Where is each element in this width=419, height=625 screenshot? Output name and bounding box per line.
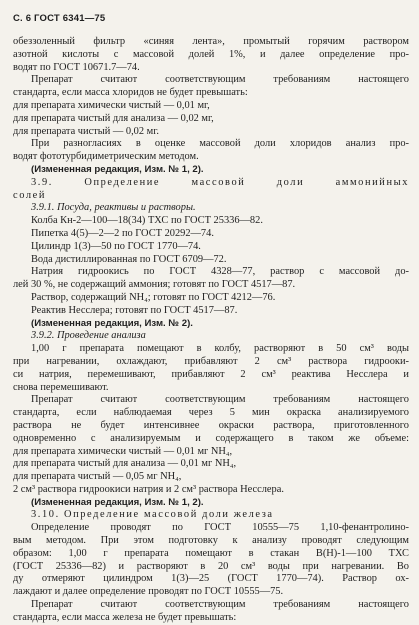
text-line: ду отмеряют цилиндром 1(3)—25 (ГОСТ 1770—74). Раствор ох-: [13, 573, 409, 585]
text-line: 1,00 г препарата помещают в колбу, растворяют в 50 см³ воды: [31, 343, 409, 355]
text-line: лаждают и далее определение проводят по ГОСТ 10555—75.: [13, 586, 284, 598]
text-line: стандарта, если наблюдаемая через 5 мин окраска анализируемого: [13, 407, 409, 419]
text-line: снова перемешивают.: [13, 381, 109, 393]
subsection-heading: 3.9.1. Посуда, реактивы и растворы.: [31, 202, 196, 214]
text-line: Препарат считают соответствующим требованиям настоящего: [31, 394, 409, 406]
text-line: обеззоленный фильтр «синяя лента», промытый горячим раствором: [13, 36, 409, 47]
text-line: для препарата чистый — 0,05 мг NH₄,: [13, 471, 182, 483]
text-line: стандарта, если масса хлоридов не будет превышать:: [13, 87, 248, 99]
amendment-note: (Измененная редакция, Изм. № 2).: [31, 317, 193, 329]
text-line: лей 30 %, не содержащий аммония; готовят по ГОСТ 4517—87.: [13, 279, 296, 291]
text-line: 2 см³ раствора гидроокиси натрия и 2 см³ раствора Несслера.: [13, 483, 284, 495]
text-line: при нагревании, охлаждают, прибавляют 2 см³ раствора гидрооки-: [13, 355, 409, 367]
text-line: При разногласиях в оценке массовой доли хлоридов анализ про-: [31, 138, 409, 150]
section-heading: 3.9. Определение массовой доли аммонийных: [31, 176, 409, 188]
text-line: Цилиндр 1(3)—50 по ГОСТ 1770—74.: [31, 240, 201, 252]
amendment-note: (Измененная редакция, Изм. № 1, 2).: [31, 496, 204, 508]
page-body: [13, 36, 409, 625]
page-header: С. 6 ГОСТ 6341—75: [13, 13, 106, 24]
text-line: для препарата чистый для анализа — 0,01 мг NH₄,: [13, 458, 237, 470]
text-line: одновременно с анализируемым и содержащего в таком же объеме:: [13, 432, 409, 444]
text-line: Натрия гидроокись по ГОСТ 4328—77, раствор с массовой до-: [31, 266, 409, 278]
text-line: Реактив Несслера; готовят по ГОСТ 4517—87.: [31, 304, 238, 316]
text-line: Раствор, содержащий NH₄; готовят по ГОСТ 4212—76.: [31, 291, 276, 303]
text-line: Препарат считают соответствующим требованиям настоящего: [31, 599, 409, 611]
text-line: Определение проводят по ГОСТ 10555—75 1,10-фенантролино-: [31, 522, 409, 534]
text-line: образом: 1,00 г препарата помещают в стакан В(Н)-1—100 ТХС: [13, 547, 409, 559]
text-line: азотной кислоты с массовой долей 1%, и далее определение про-: [13, 48, 409, 60]
subsection-heading: 3.9.2. Проведение анализа: [31, 330, 146, 342]
section-heading: солей: [13, 189, 47, 201]
text-line: водят по ГОСТ 10671.7—74.: [13, 61, 140, 73]
text-line: раствора не будет интенсивнее окраски раствора, приготовленного: [13, 419, 409, 431]
amendment-note: (Измененная редакция, Изм. № 1, 2).: [31, 163, 204, 175]
text-line: водят фототурбидиметрическим методом.: [13, 151, 199, 163]
text-line: (ГОСТ 25336—82) и растворяют в 20 см³ воды при нагревании. Во: [13, 560, 409, 572]
text-line: си натрия, перемешивают, прибавляют 2 см³ реактива Несслера и: [13, 368, 409, 380]
text-line: Вода дистиллированная по ГОСТ 6709—72.: [31, 253, 227, 265]
text-line: для препарата чистый для анализа — 0,02 мг,: [13, 112, 214, 124]
text-line: для препарата химически чистый — 0,01 мг,: [13, 99, 210, 111]
text-line: для препарата чистый — 0,02 мг.: [13, 125, 159, 137]
text-line: Препарат считают соответствующим требованиям настоящего: [31, 74, 409, 86]
text-line: Колба Кн-2—100—18(34) ТХС по ГОСТ 25336—82.: [31, 215, 263, 227]
text-line: стандарта, если масса железа не будет превышать:: [13, 611, 237, 623]
text-line: Пипетка 4(5)—2—2 по ГОСТ 20292—74.: [31, 227, 214, 239]
section-heading: 3.10. Определение массовой доли железа: [31, 509, 274, 521]
text-line: вым методом. При этом подготовку к анализу проводят следующим: [13, 535, 409, 547]
text-line: для препарата химически чистый — 0,01 мг NH₄,: [13, 445, 233, 457]
